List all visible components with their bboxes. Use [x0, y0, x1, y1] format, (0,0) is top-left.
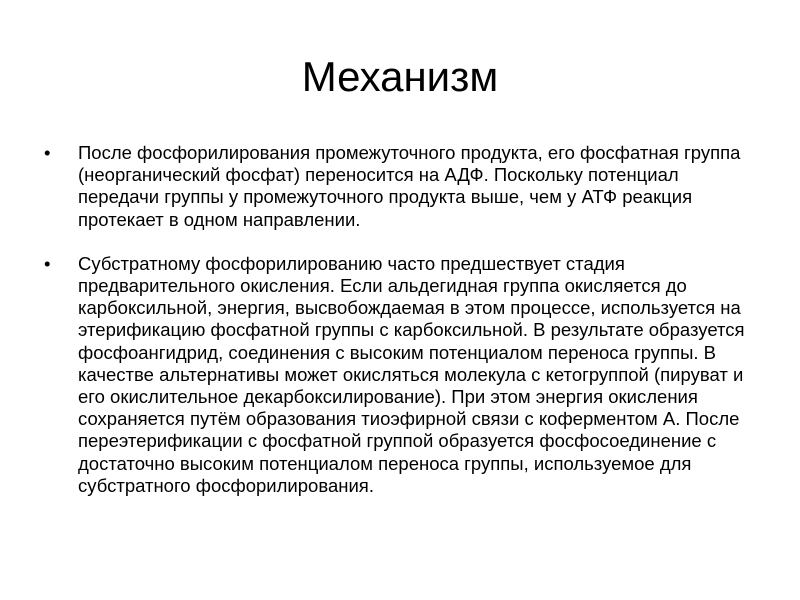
- bullet-item-2: [44, 253, 764, 497]
- bullet-marker: •: [44, 252, 51, 274]
- bullet-marker: •: [44, 142, 51, 163]
- slide-title: Механизм: [301, 53, 499, 100]
- bullet-list: [44, 142, 764, 519]
- bullet-text: Субстратному фосфорилированию часто предшествует стадия предварительного окисления. Если альдегидная группа окисляется до карбоксильной, энергия, высвобождаемая в этом процессе, используется на этерификацию фосфатной группы с карбоксильной. В результате образуется фосфоангидрид, соединения с высоким потенциалом переноса группы. В качестве альтернативы может окисляться молекула с кетогруппой (пируват и его окислительное декарбоксилирование). При этом энергия окисления сохраняется путём образования тиоэфирной связи с коферментом A. После переэтерификации с фосфатной группой образуется фосфосоединение с достаточно высоким потенциалом переноса группы, используемое для субстратного фосфорилирования.: [78, 252, 745, 496]
- bullet-item-1: [44, 142, 764, 231]
- bullet-text: После фосфорилирования промежуточного продукта, его фосфатная группа (неорганический фосфат) переносится на АДФ. Поскольку потенциал передачи группы у промежуточного продукта выше, чем у АТФ реакция протекает в одном направлении.: [78, 142, 741, 230]
